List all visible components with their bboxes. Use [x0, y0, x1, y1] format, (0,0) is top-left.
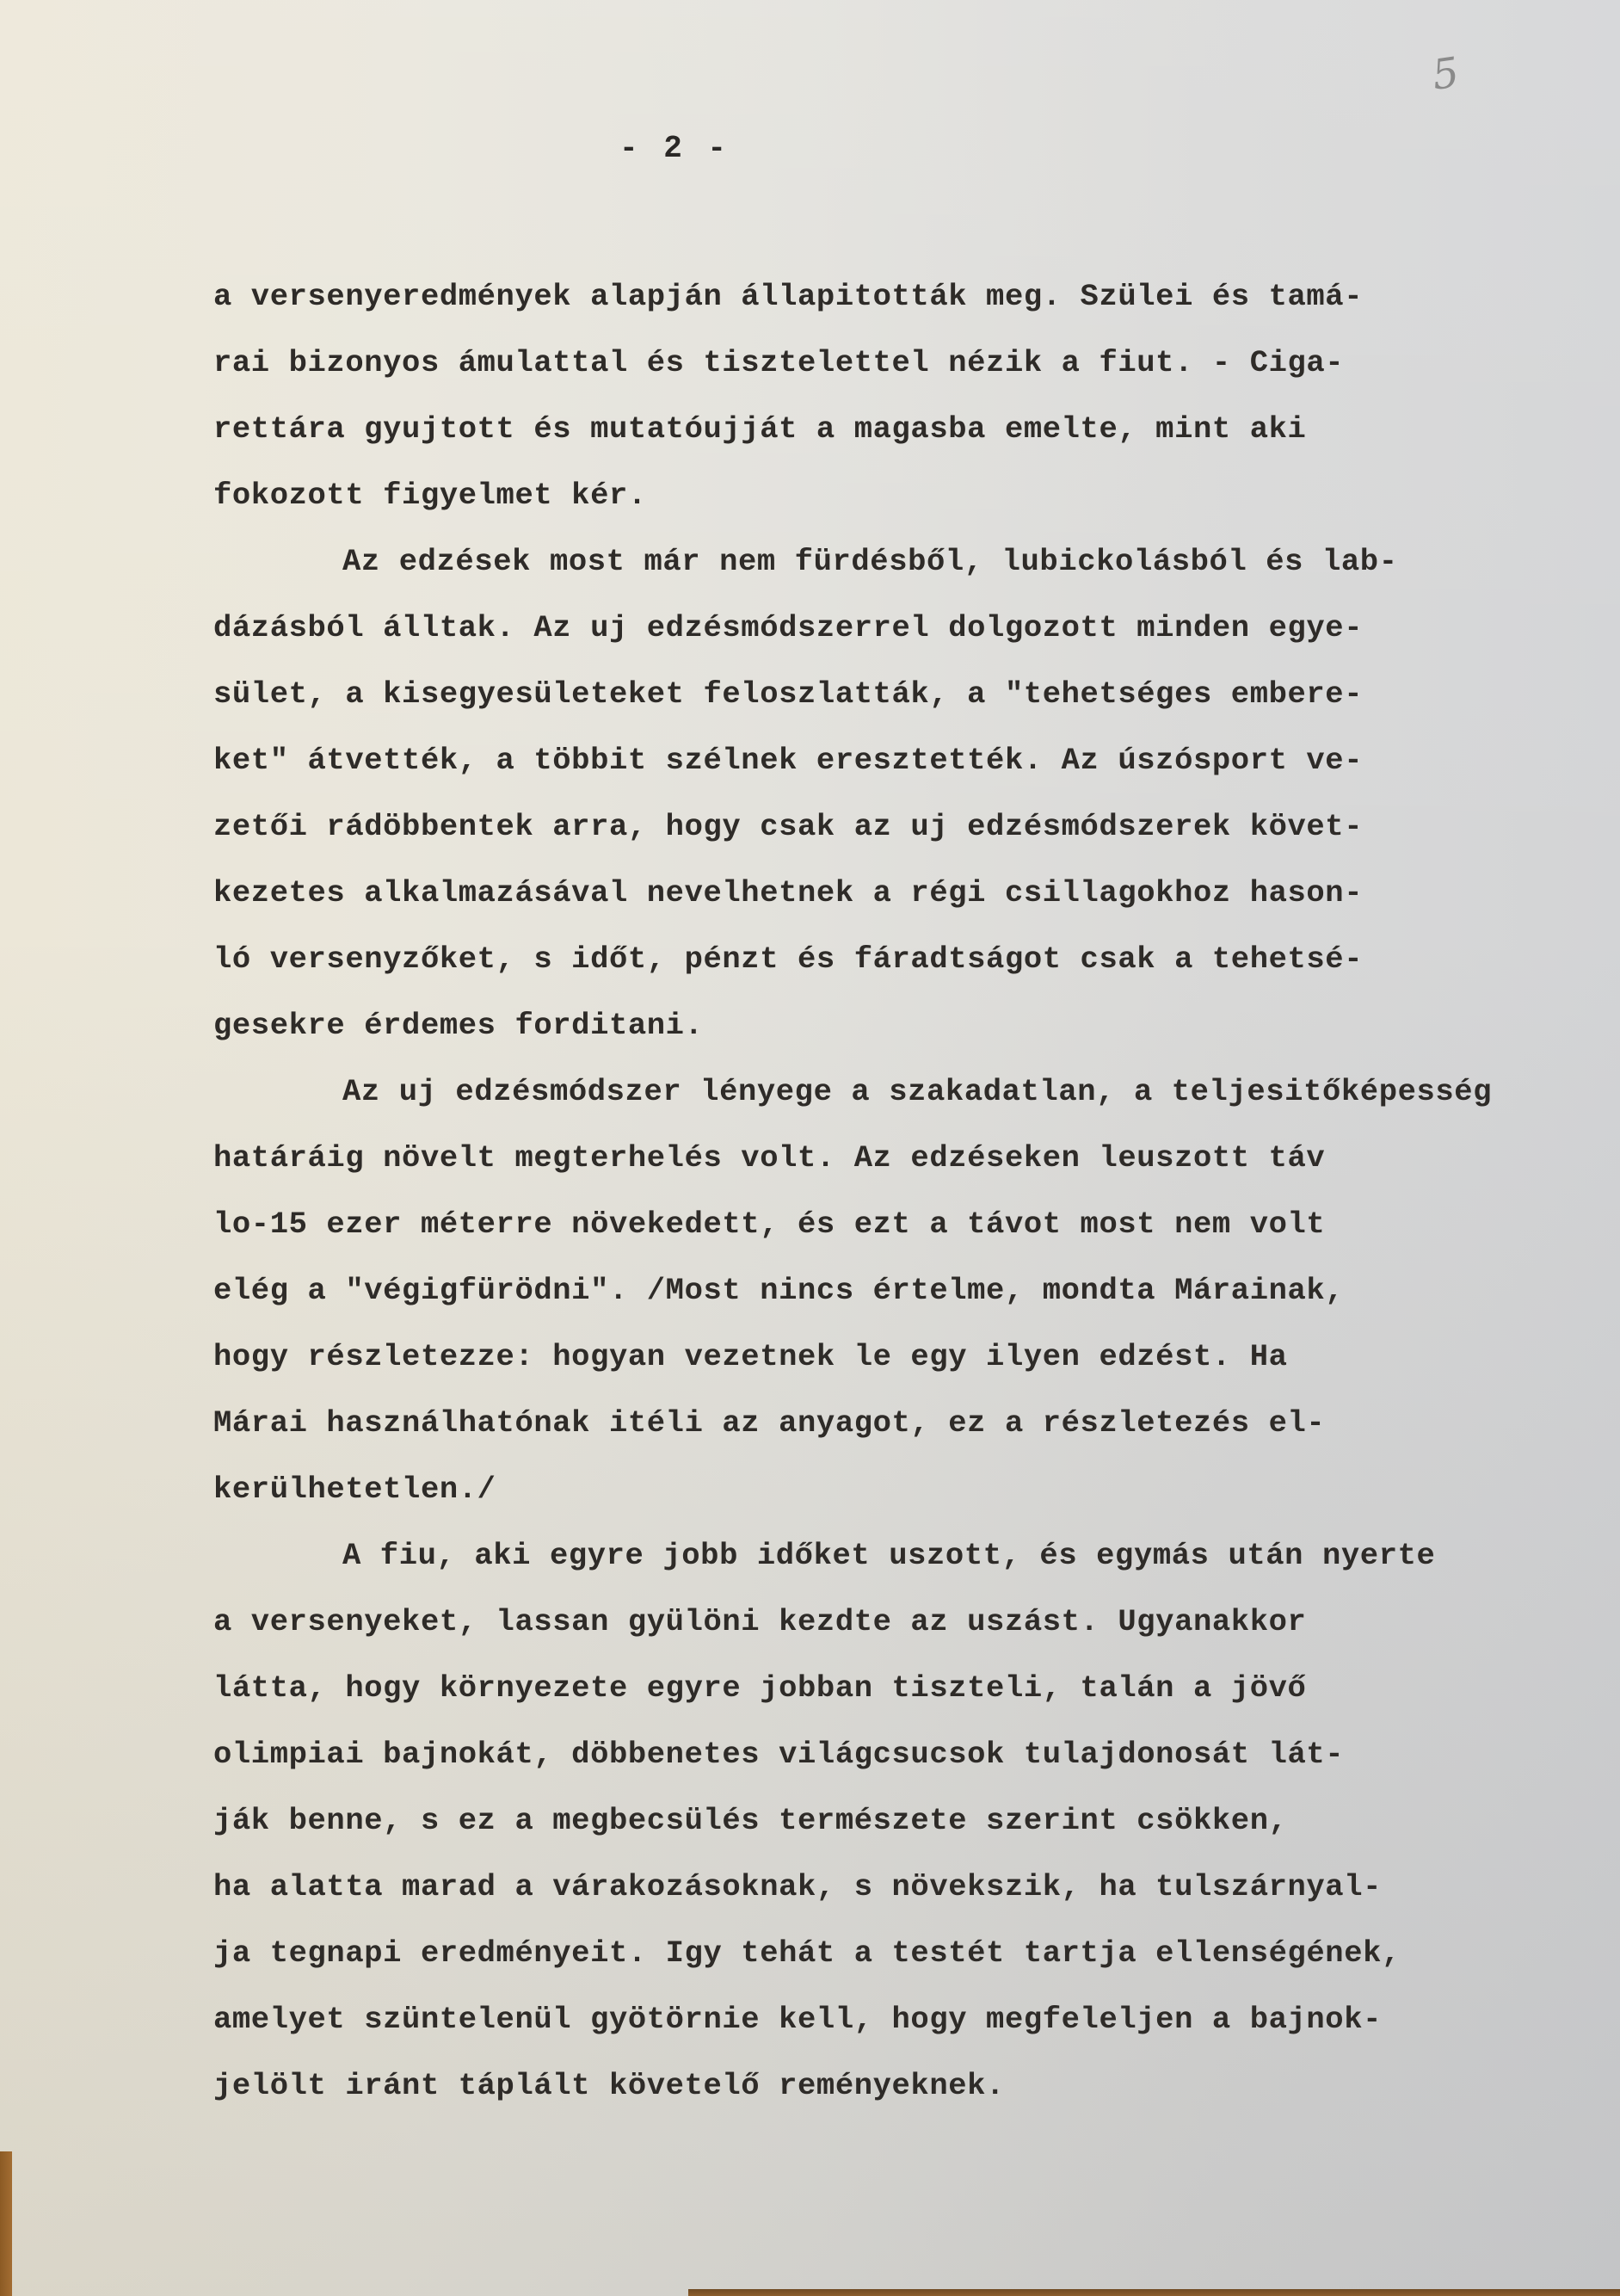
- document-body: [213, 263, 1590, 2119]
- text-line: ja tegnapi eredményeit. Igy tehát a testét tartja ellenségének,: [213, 1935, 1401, 1971]
- text-line: zetői rádöbbentek arra, hogy csak az uj edzésmódszerek követ-: [213, 809, 1364, 844]
- text-line: amelyet szüntelenül gyötörnie kell, hogy megfeleljen a bajnok-: [213, 2002, 1383, 2037]
- text-line: dázásból álltak. Az uj edzésmódszerrel dolgozott minden egye-: [213, 610, 1364, 645]
- text-line: rai bizonyos ámulattal és tisztelettel nézik a fiut. - Ciga-: [213, 345, 1345, 380]
- text-line: a versenyeket, lassan gyülöni kezdte az uszást. Ugyanakkor: [213, 1604, 1307, 1639]
- paragraph-first-line: Az uj edzésmódszer lényege a szakadatlan, a teljesitőképesség: [342, 1074, 1493, 1109]
- text-line: jelölt iránt táplált követelő reményeknek.: [213, 2068, 1005, 2103]
- paragraph-first-line: Az edzések most már nem fürdésből, lubickolásból és lab-: [342, 544, 1398, 579]
- text-line: ló versenyzőket, s időt, pénzt és fáradtságot csak a tehetsé-: [213, 941, 1364, 977]
- text-line: lo-15 ezer méterre növekedett, és ezt a távot most nem volt: [213, 1207, 1326, 1242]
- paragraph-first-line: A fiu, aki egyre jobb időket uszott, és egymás után nyerte: [342, 1538, 1436, 1573]
- text-line: hogy részletezze: hogyan vezetnek le egy ilyen edzést. Ha: [213, 1339, 1288, 1374]
- text-line: olimpiai bajnokát, döbbenetes világcsucsok tulajdonosát lát-: [213, 1737, 1345, 1772]
- wooden-surface-left-edge: [0, 2151, 12, 2296]
- text-line: elég a "végigfürödni". /Most nincs értelme, mondta Márainak,: [213, 1273, 1345, 1308]
- text-line: rettára gyujtott és mutatóujját a magasba emelte, mint aki: [213, 411, 1307, 447]
- text-line: ket" átvették, a többit szélnek eresztették. Az úszósport ve-: [213, 743, 1364, 778]
- text-line: fokozott figyelmet kér.: [213, 478, 647, 513]
- text-line: ják benne, s ez a megbecsülés természete szerint csökken,: [213, 1803, 1288, 1838]
- text-line: kerülhetetlen./: [213, 1472, 496, 1507]
- text-line: gesekre érdemes forditani.: [213, 1008, 704, 1043]
- text-line: ha alatta marad a várakozásoknak, s növekszik, ha tulszárnyal-: [213, 1869, 1383, 1904]
- text-line: határáig növelt megterhelés volt. Az edzéseken leuszott táv: [213, 1140, 1326, 1176]
- wooden-surface-bottom-edge: [688, 2289, 1620, 2296]
- text-line: Márai használhatónak itéli az anyagot, ez a részletezés el-: [213, 1405, 1326, 1441]
- pencil-page-annotation: 5: [1429, 48, 1463, 100]
- text-line: a versenyeredmények alapján állapitották meg. Szülei és tamá-: [213, 279, 1364, 314]
- text-line: látta, hogy környezete egyre jobban tiszteli, talán a jövő: [213, 1670, 1307, 1706]
- text-line: sület, a kisegyesületeket feloszlatták, a "tehetséges embere-: [213, 676, 1364, 712]
- page-number: - 2 -: [619, 131, 730, 166]
- text-line: kezetes alkalmazásával nevelhetnek a régi csillagokhoz hason-: [213, 875, 1364, 910]
